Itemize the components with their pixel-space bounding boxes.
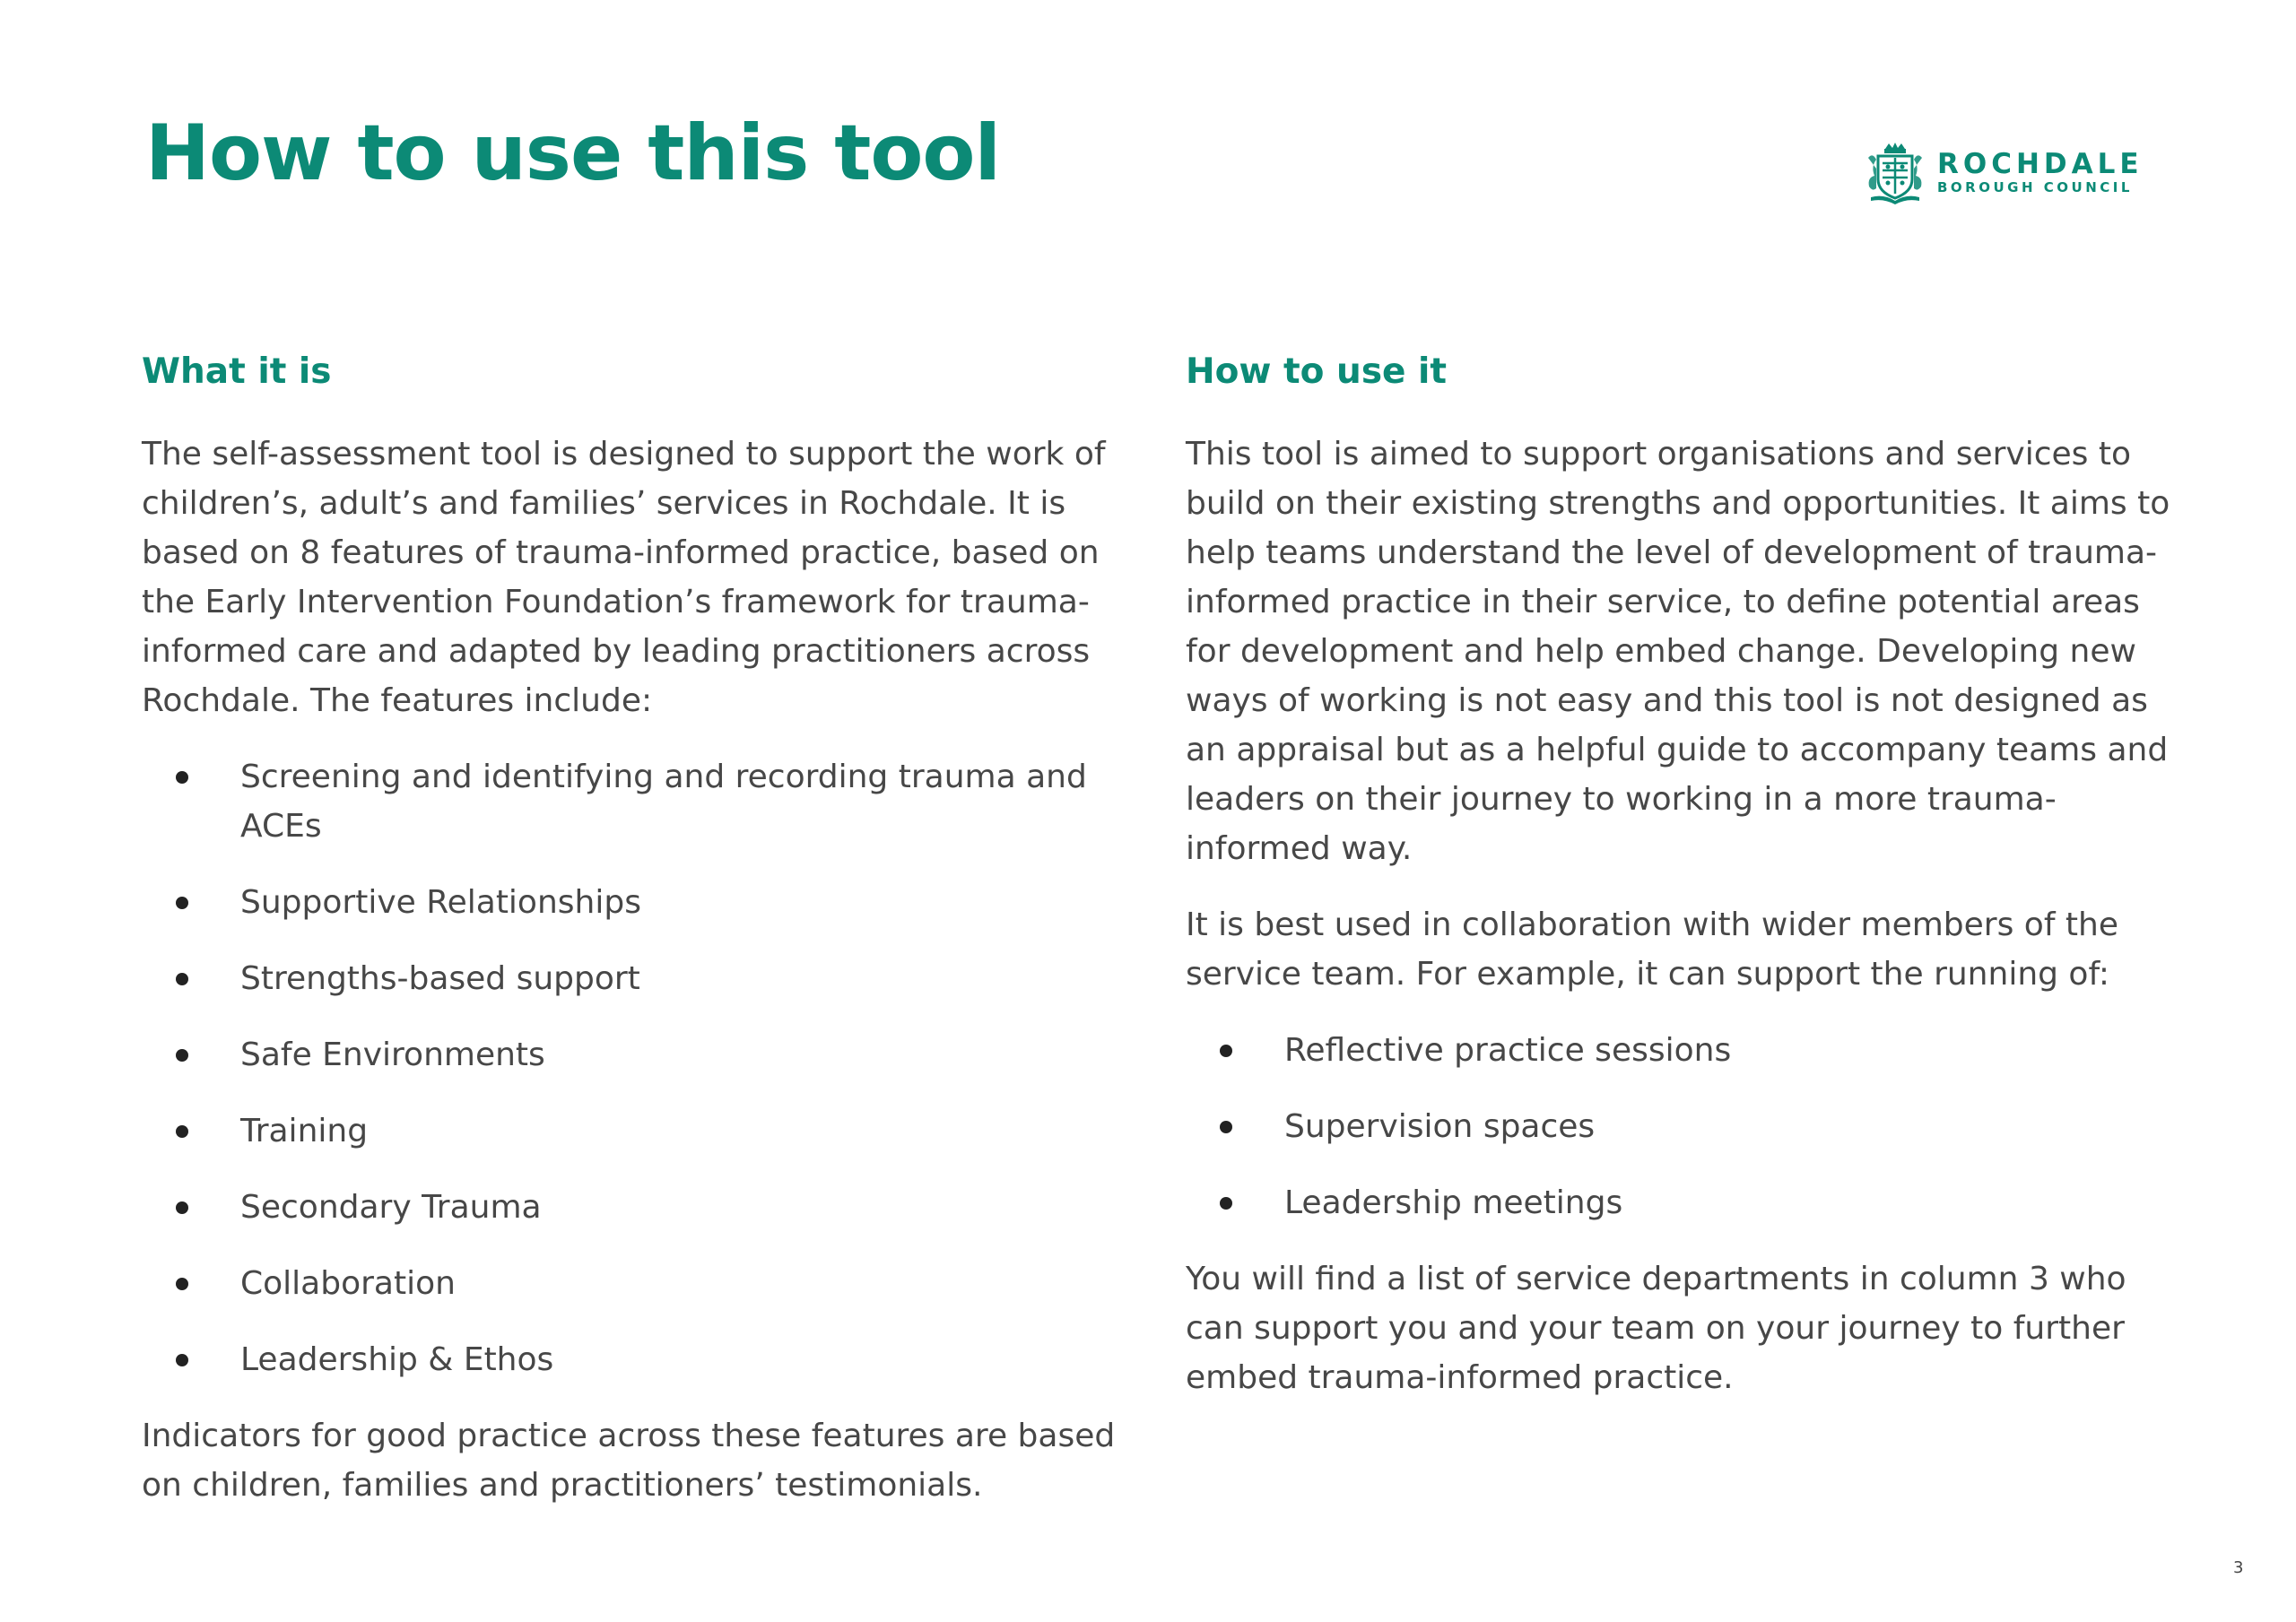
bullet-icon [176,771,188,784]
list-item [142,878,1137,927]
bullet-icon [176,1278,188,1290]
feature-text: Strengths-based support [240,959,640,997]
feature-text: Secondary Trauma [240,1188,542,1226]
page-number: 3 [2233,1558,2244,1577]
feature-text: Screening and identifying and recording trauma and ACEs [240,758,1087,845]
logo-name: ROCHDALE [1937,147,2144,180]
list-item [142,752,1137,851]
bullet-icon [1220,1045,1232,1057]
bullet-icon [176,1125,188,1138]
feature-text: Supportive Relationships [240,883,641,921]
intro-paragraph: The self-assessment tool is designed to support the work of children’s, adult’s and families’ services in Rochdale. It is based on 8 features of trauma-informed practice, based on the Early Intervention Foundation’s framework for trauma-informed care and adapted by leading practitioners across Rochdale. The features include: [142,435,1106,719]
list-item [142,1335,1137,1384]
section-heading-what-it-is: What it is [142,351,332,392]
bullet-icon [176,897,188,909]
bullet-icon [176,1201,188,1214]
section-heading-how-to-use-it: How to use it [1186,351,1448,392]
bullet-icon [176,973,188,985]
usage-intro-paragraph: This tool is aimed to support organisations and services to build on their existing strengths and opportunities. It aims to help teams understand the level of development of trauma-informed practice in their service, to define potential areas for development and help embed change. Developing new ways of working is not easy and this tool is not designed as an appraisal but as a helpful guide to accompany teams and leaders on their journey to working in a more trauma-informed way. [1186,435,2170,867]
left-column [142,351,1137,1537]
closing-paragraph: Indicators for good practice across these features are based on children, families and practitioners’ testimonials. [142,1417,1116,1504]
rochdale-crest-icon [1866,142,1925,204]
list-item [1186,1102,2186,1151]
collaboration-paragraph: It is best used in collaboration with wider members of the service team. For example, it can support the running of: [1186,906,2119,993]
list-item [142,1183,1137,1232]
list-item [142,954,1137,1003]
list-item [1186,1178,2186,1227]
feature-text: Training [240,1112,369,1149]
bullet-icon [176,1354,188,1366]
right-column [1186,351,2186,1429]
list-item [142,1259,1137,1308]
logo-subtitle: BOROUGH COUNCIL [1937,178,2133,195]
use-text: Supervision spaces [1284,1107,1596,1145]
feature-text: Collaboration [240,1264,456,1302]
feature-text: Safe Environments [240,1036,545,1073]
use-text: Reflective practice sessions [1284,1031,1732,1069]
departments-paragraph: You will find a list of service departments in column 3 who can support you and your team on your journey to further embed trauma-informed practice. [1186,1260,2126,1396]
council-logo [1866,142,2144,204]
bullet-icon [1220,1197,1232,1210]
use-text: Leadership meetings [1284,1184,1623,1221]
list-item [1186,1026,2186,1075]
list-item [142,1030,1137,1080]
page-title: How to use this tool [145,108,1000,198]
uses-list [1186,1026,2186,1227]
features-list [142,752,1137,1384]
list-item [142,1106,1137,1156]
bullet-icon [1220,1121,1232,1133]
feature-text: Leadership & Ethos [240,1340,554,1378]
bullet-icon [176,1049,188,1062]
